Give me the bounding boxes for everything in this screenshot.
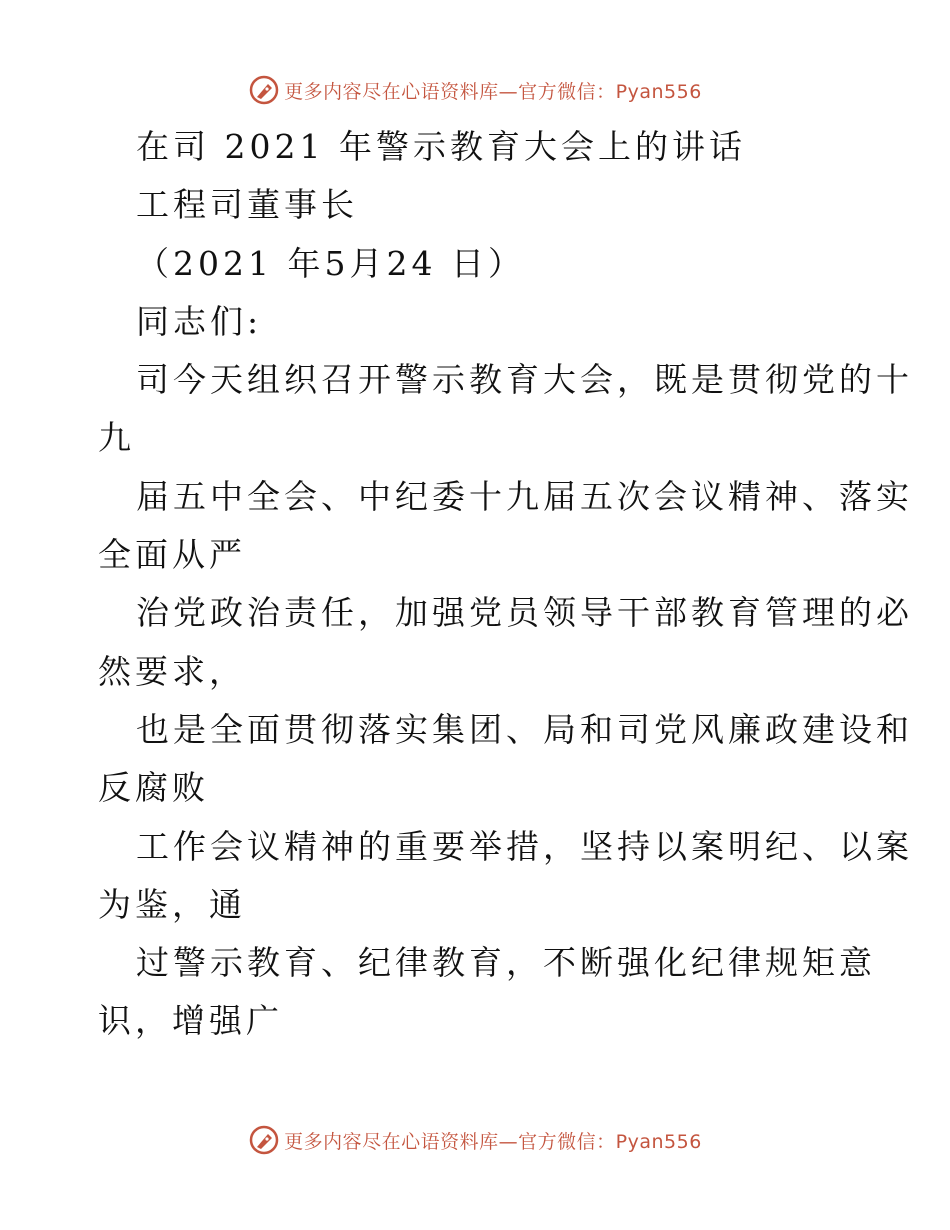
text-line: 识，增强广: [98, 1001, 283, 1041]
text-line: 为鉴，通: [98, 884, 246, 924]
text-line: 然要求，: [98, 651, 246, 691]
text-line: （2021 年5月24 日）: [136, 243, 525, 283]
text-line: 治党政治责任，加强党员领导干部教育管理的必: [136, 593, 913, 633]
text-line: 全面从严: [98, 535, 246, 575]
watermark-text: 更多内容尽在心语资料库—官方微信：Pyan556: [284, 80, 702, 103]
pen-nib-logo-icon: [248, 1124, 280, 1156]
text-line: 司今天组织召开警示教育大会，既是贯彻党的十: [136, 360, 913, 400]
watermark-text: 更多内容尽在心语资料库—官方微信：Pyan556: [284, 1130, 702, 1153]
document-body: [98, 118, 913, 1051]
text-line: 反腐败: [98, 768, 209, 808]
text-line: 工作会议精神的重要举措，坚持以案明纪、以案: [136, 826, 913, 866]
text-line: 九: [98, 418, 135, 458]
text-line: 也是全面贯彻落实集团、局和司党风廉政建设和: [136, 709, 913, 749]
text-line: 届五中全会、中纪委十九届五次会议精神、落实: [136, 476, 913, 516]
header-watermark: [0, 70, 950, 110]
text-line: 在司 2021 年警示教育大会上的讲话: [136, 127, 746, 166]
text-line: 同志们:: [136, 301, 263, 341]
footer-watermark: [0, 1120, 950, 1160]
pen-nib-logo-icon: [248, 74, 280, 106]
text-line: 过警示教育、纪律教育，不断强化纪律规矩意: [136, 943, 876, 983]
text-line: 工程司董事长: [136, 185, 358, 225]
